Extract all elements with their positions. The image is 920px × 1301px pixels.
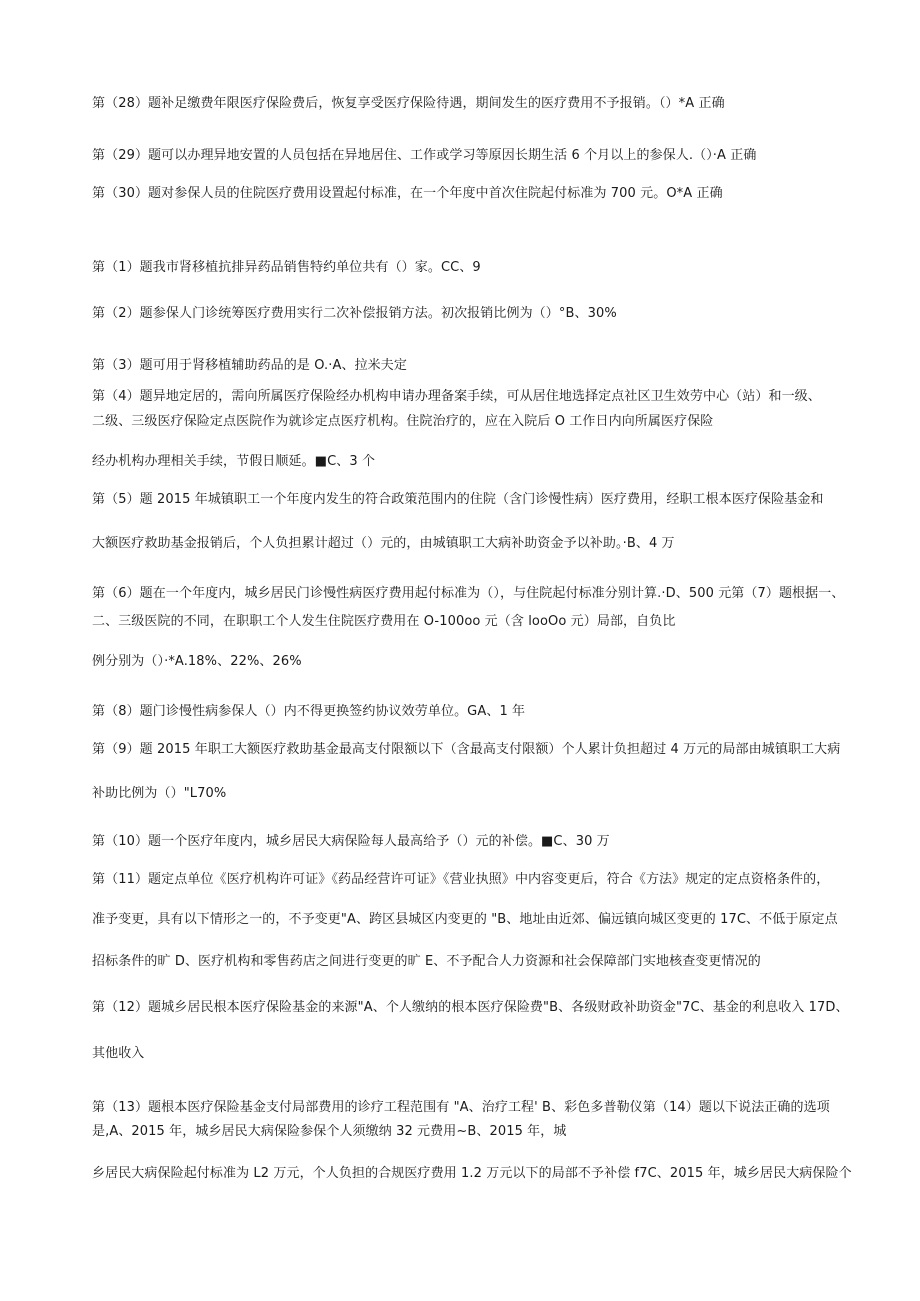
text-line-q1: 第（1）题我市肾移植抗排异药品销售特约单位共有（）家。CC、9: [92, 260, 481, 275]
text-line-q8: 第（8）题门诊慢性病参保人（）内不得更换签约协议效劳单位。GA、1 年: [92, 704, 526, 719]
text-line-q10: 第（10）题一个医疗年度内，城乡居民大病保险每人最高给予（）元的补偿。■C、30 万: [92, 834, 610, 849]
text-line-q9-cont: 补助比例为（）"L70%: [92, 786, 227, 801]
text-line-q12-end: 其他收入: [92, 1046, 145, 1061]
text-line-q7-cont: 二、三级医院的不同，在职职工个人发生住院医疗费用在 O-100oo 元（含 looOo 元）局部，自负比: [92, 614, 676, 629]
text-line-q12: 第（12）题城乡居民根本医疗保险基金的来源"A、个人缴纳的根本医疗保险费"B、各级财政补助资金"7C、基金的利息收入 17D、: [92, 1000, 849, 1015]
text-line-q4: 第（4）题异地定居的，需向所属医疗保险经办机构申请办理备案手续，可从居住地选择定点社区卫生效劳中心（站）和一级、: [92, 389, 821, 404]
text-line-q9: 第（9）题 2015 年职工大额医疗救助基金最高支付限额以下（含最高支付限额）个人累计负担超过 4 万元的局部由城镇职工大病: [92, 742, 841, 757]
text-line-q2: 第（2）题参保人门诊统筹医疗费用实行二次补偿报销方法。初次报销比例为（）°B、30%: [92, 306, 617, 321]
text-line-q30: 第（30）题对参保人员的住院医疗费用设置起付标准，在一个年度中首次住院起付标准为 700 元。O*A 正确: [92, 186, 723, 201]
text-line-q11: 第（11）题定点单位《医疗机构许可证》《药品经营许可证》《营业执照》中内容变更后，符合《方法》规定的定点资格条件的，: [92, 872, 830, 887]
text-line-q4-end: 经办机构办理相关手续，节假日顺延。■C、3 个: [92, 454, 376, 469]
text-line-q4-cont: 二级、三级医疗保险定点医院作为就诊定点医疗机构。住院治疗的，应在入院后 O 工作日内向所属医疗保险: [92, 414, 714, 429]
text-line-q7-end: 例分别为（）·*A.18%、22%、26%: [92, 654, 302, 669]
text-line-q5: 第（5）题 2015 年城镇职工一个年度内发生的符合政策范围内的住院（含门诊慢性病）医疗费用，经职工根本医疗保险基金和: [92, 492, 824, 507]
text-line-q6: 第（6）题在一个年度内，城乡居民门诊慢性病医疗费用起付标准为（），与住院起付标准分别计算.·D、500 元第（7）题根据一、: [92, 586, 845, 601]
text-line-q3: 第（3）题可用于肾移植辅助药品的是 O.·A、拉米夫定: [92, 358, 407, 373]
text-line-q28: 第（28）题补足缴费年限医疗保险费后，恢复享受医疗保险待遇，期间发生的医疗费用不予报销。（）*A 正确: [92, 96, 725, 111]
text-line-q13: 第（13）题根本医疗保险基金支付局部费用的诊疗工程范围有 "A、治疗工程' B、彩色多普勒仪第（14）题以下说法正确的选项: [92, 1100, 830, 1115]
text-line-q29: 第（29）题可以办理异地安置的人员包括在异地居住、工作或学习等原因长期生活 6 个月以上的参保人.（）·A 正确: [92, 148, 757, 163]
text-line-q11-end: 招标条件的旷 D、医疗机构和零售药店之间进行变更的旷 E、不予配合人力资源和社会保障部门实地核查变更情况的: [92, 954, 761, 969]
text-line-q11-cont: 准予变更，具有以下情形之一的，不予变更"A、跨区县城区内变更的 "B、地址由近郊、偏远镇向城区变更的 17C、不低于原定点: [92, 912, 838, 927]
text-line-q5-cont: 大额医疗救助基金报销后，个人负担累计超过（）元的，由城镇职工大病补助资金予以补助。·B、4 万: [92, 536, 675, 551]
text-line-q14-cont: 乡居民大病保险起付标准为 L2 万元，个人负担的合规医疗费用 1.2 万元以下的局部不予补偿 f7C、2015 年，城乡居民大病保险个: [92, 1166, 852, 1181]
text-line-q14: 是,A、2015 年，城乡居民大病保险参保个人须缴纳 32 元费用~B、2015 年，城: [92, 1124, 567, 1139]
